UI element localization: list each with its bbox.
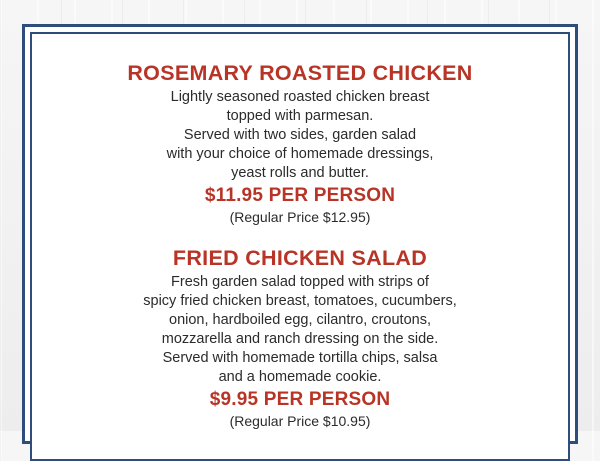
menu-item-description <box>32 273 568 387</box>
description-line: spicy fried chicken breast, tomatoes, cucumbers, <box>143 293 457 309</box>
menu-item-regular-price: (Regular Price $10.95) <box>229 413 371 429</box>
menu-item-description <box>32 88 568 183</box>
description-line: and a homemade cookie. <box>218 369 382 385</box>
menu-item-price: $9.95 PER PERSON <box>209 389 391 410</box>
description-line: Served with homemade tortilla chips, salsa <box>162 350 438 366</box>
menu-item-price: $11.95 PER PERSON <box>204 185 396 206</box>
description-line: mozzarella and ranch dressing on the side. <box>161 331 439 347</box>
menu-item-title: FRIED CHICKEN SALAD <box>172 246 428 270</box>
description-line: onion, hardboiled egg, cilantro, croutons, <box>169 312 431 328</box>
description-line: Lightly seasoned roasted chicken breast <box>170 89 430 105</box>
menu-content <box>32 61 568 450</box>
description-line: Fresh garden salad topped with strips of <box>171 274 429 290</box>
menu-item-title: ROSEMARY ROASTED CHICKEN <box>127 61 473 85</box>
menu-frame-inner <box>30 32 570 461</box>
menu-frame-outer <box>22 24 578 444</box>
description-line: topped with parmesan. <box>226 108 374 124</box>
description-line: Served with two sides, garden salad <box>183 127 417 143</box>
menu-item-regular-price: (Regular Price $12.95) <box>229 209 371 225</box>
menu-item-rosemary-roasted-chicken <box>32 61 568 227</box>
menu-item-fried-chicken-salad <box>32 246 568 431</box>
description-line: yeast rolls and butter. <box>231 165 369 181</box>
description-line: with your choice of homemade dressings, <box>166 146 434 162</box>
